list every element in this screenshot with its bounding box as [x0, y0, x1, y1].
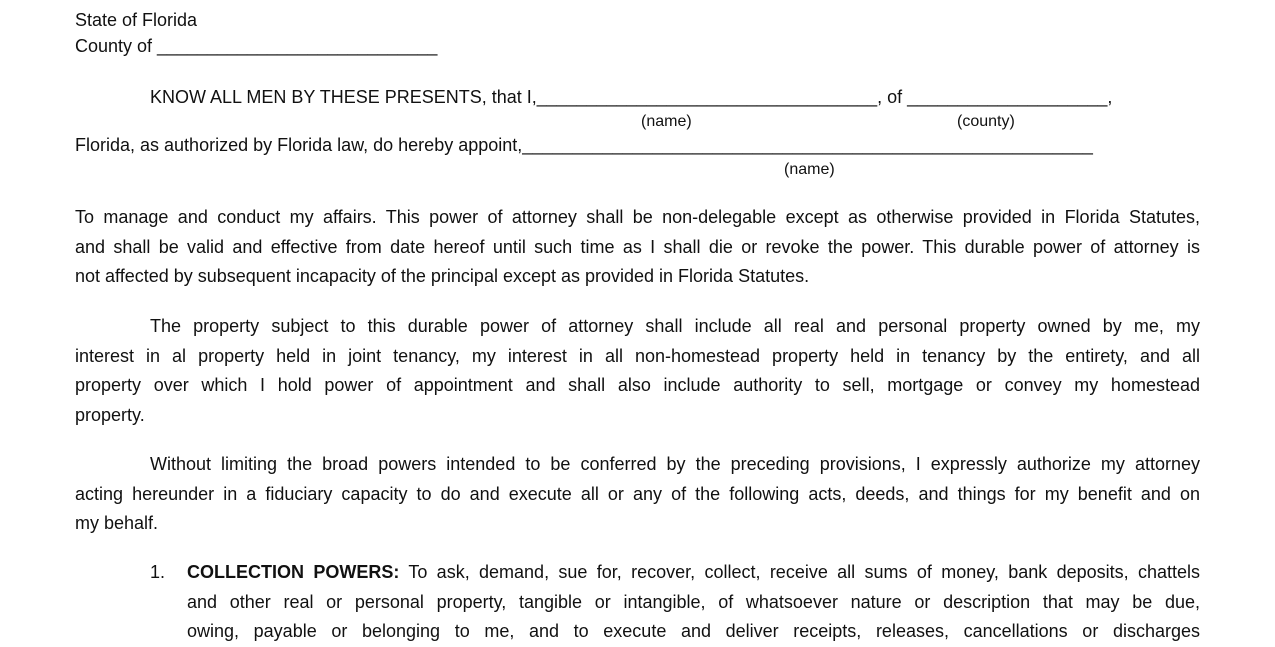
paragraph-3-line: my behalf. [75, 513, 159, 533]
list-item-line: and other real or personal property, tangible or intangible, of whatsoever nature or description that may be due, [187, 591, 1200, 612]
appointee-name-label: (name) [784, 161, 835, 178]
state-line: State of Florida [75, 10, 198, 30]
list-item-line-1-text: To ask, demand, sue for, recover, collect, receive all sums of money, bank deposits, chattels [399, 562, 1200, 582]
paragraph-2-line: property. [75, 404, 145, 425]
list-item-number: 1. [150, 562, 166, 582]
list-item [150, 558, 1200, 641]
paragraph-2-line: property over which I hold power of appointment and shall also include authority to sell, mortgage or convey my homestead [75, 375, 1200, 395]
paragraph-1-line: To manage and conduct my affairs. This power of attorney shall be non-delegable except as otherwise provided in Florida Statutes, [75, 207, 1200, 227]
paragraph-1-line: and shall be valid and effective from date hereof until such time as I shall die or revoke the power. This durable power of attorney is [75, 236, 1200, 257]
collection-powers-heading: COLLECTION POWERS: [187, 562, 400, 582]
paragraph-2-line: The property subject to this durable power of attorney shall include all real and personal property owned by me, my [150, 316, 1200, 336]
list-item-line: owing, payable or belonging to me, and to execute and deliver receipts, releases, cancellations or discharges [187, 621, 1200, 641]
paragraph-2 [75, 312, 1200, 430]
county-line: County of ____________________________ [75, 36, 438, 56]
paragraph-1-line: not affected by subsequent incapacity of the principal except as provided in Florida Statutes. [75, 266, 810, 286]
intro-line-1: KNOW ALL MEN BY THESE PRESENTS, that I,__________________________________, of ____________________, [150, 87, 1113, 107]
name-label: (name) [641, 113, 692, 130]
list-item-line [187, 558, 1200, 588]
county-label: (county) [957, 113, 1015, 130]
paragraph-3 [75, 450, 1200, 539]
paragraph-2-line: interest in al property held in joint tenancy, my interest in all non-homestead property held in tenancy by the entirety, and all [75, 345, 1200, 366]
paragraph-1 [75, 203, 1200, 292]
intro-line-2: Florida, as authorized by Florida law, do hereby appoint,_________________________________________________________ [75, 135, 1093, 155]
paragraph-3-line: acting hereunder in a fiduciary capacity to do and execute all or any of the following acts, deeds, and things for my benefit and on [75, 483, 1200, 504]
list-item-body [187, 558, 1200, 647]
paragraph-3-line: Without limiting the broad powers intended to be conferred by the preceding provisions, I expressly authorize my attorney [150, 454, 1200, 474]
